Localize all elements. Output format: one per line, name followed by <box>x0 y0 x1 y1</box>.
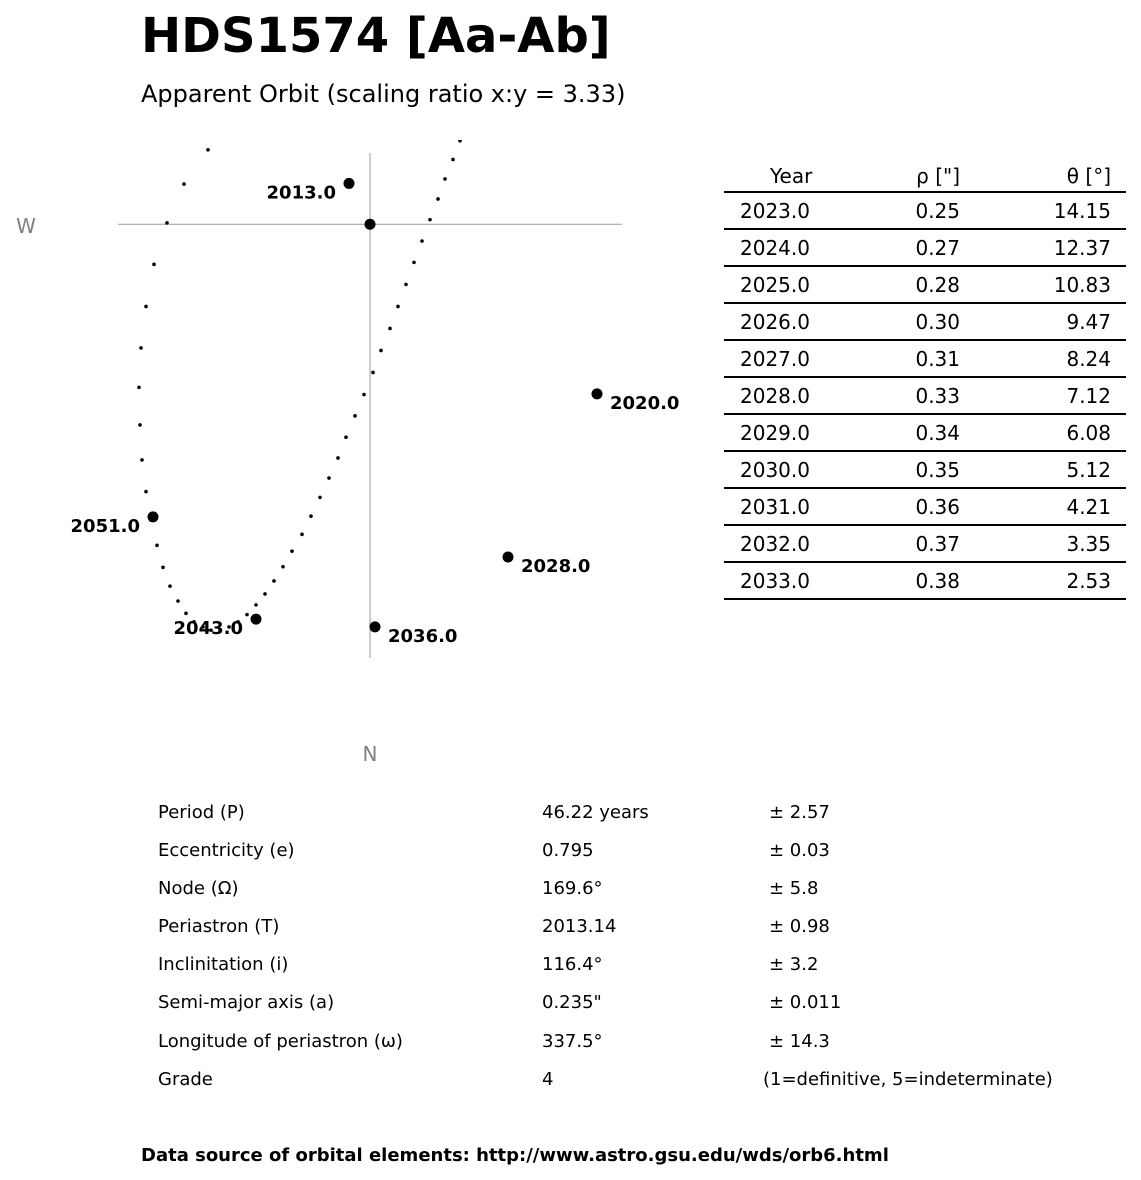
table-row <box>724 378 1126 415</box>
orbit-point <box>144 305 148 309</box>
element-row <box>0 1027 1141 1065</box>
header-rho: ρ ["] <box>916 164 960 188</box>
cell-theta: 7.12 <box>1066 384 1111 408</box>
element-value: 0.235" <box>542 992 602 1014</box>
orbit-dots <box>137 140 584 632</box>
element-value: 0.795 <box>542 840 594 862</box>
epoch-marker <box>503 552 514 563</box>
element-name: Longitude of periastron (ω) <box>158 1030 403 1052</box>
orbit-anchors <box>71 178 680 647</box>
element-value: 116.4° <box>542 954 603 976</box>
orbit-point <box>272 579 276 583</box>
cell-year: 2028.0 <box>740 384 810 408</box>
element-error: ± 0.03 <box>769 840 830 862</box>
element-value: 2013.14 <box>542 916 617 938</box>
table-row <box>724 415 1126 452</box>
cell-year: 2025.0 <box>740 273 810 297</box>
orbit-point <box>144 490 148 494</box>
orbit-point <box>254 603 258 607</box>
orbit-point <box>420 239 424 243</box>
page-title: HDS1574 [Aa-Ab] <box>141 8 611 64</box>
cell-theta: 2.53 <box>1066 569 1111 593</box>
element-error: (1=definitive, 5=indeterminate) <box>763 1068 1053 1090</box>
table-row <box>724 452 1126 489</box>
orbit-point <box>404 283 408 287</box>
epoch-marker <box>148 511 159 522</box>
cell-rho: 0.35 <box>915 458 960 482</box>
table-row <box>724 230 1126 267</box>
element-error: ± 0.98 <box>769 916 830 938</box>
cell-theta: 12.37 <box>1053 236 1111 260</box>
cell-theta: 14.15 <box>1053 199 1111 223</box>
orbit-point <box>379 349 383 353</box>
orbit-point <box>353 414 357 418</box>
epoch-label: 2028.0 <box>521 556 591 577</box>
orbit-point <box>327 476 331 480</box>
orbit-point <box>458 140 462 142</box>
orbit-point <box>362 393 366 397</box>
epoch-marker <box>592 388 603 399</box>
cell-theta: 5.12 <box>1066 458 1111 482</box>
cell-year: 2026.0 <box>740 310 810 334</box>
element-value: 46.22 years <box>542 802 649 823</box>
orbit-point <box>263 592 267 596</box>
table-row <box>724 267 1126 304</box>
epoch-label: 2036.0 <box>388 625 458 647</box>
cell-rho: 0.36 <box>915 495 960 519</box>
west-label: W <box>16 214 36 238</box>
element-row <box>0 836 1141 874</box>
primary-star <box>365 219 376 230</box>
element-row <box>0 912 1141 950</box>
orbit-point <box>182 182 186 186</box>
header-year: Year <box>770 164 813 188</box>
orbit-point <box>443 177 447 181</box>
orbit-point <box>152 263 156 267</box>
cell-theta: 4.21 <box>1066 495 1111 519</box>
orbit-point <box>140 458 144 462</box>
cell-rho: 0.34 <box>915 421 960 445</box>
orbit-point <box>388 327 392 331</box>
orbit-point <box>371 371 375 375</box>
orbit-point <box>396 305 400 309</box>
ephemeris-table <box>724 158 1126 600</box>
epoch-label: 2051.0 <box>70 515 140 537</box>
cell-year: 2024.0 <box>740 236 810 260</box>
element-name: Node (Ω) <box>158 878 239 900</box>
orbit-point <box>290 549 294 553</box>
element-row <box>0 874 1141 912</box>
page-subtitle: Apparent Orbit (scaling ratio x:y = 3.33) <box>141 80 626 108</box>
cell-year: 2030.0 <box>740 458 810 482</box>
cell-theta: 3.35 <box>1066 532 1111 556</box>
orbit-point <box>161 566 165 570</box>
data-source-footer: Data source of orbital elements: http://www.astro.gsu.edu/wds/orb6.html <box>141 1145 889 1166</box>
element-name: Grade <box>158 1068 213 1090</box>
cell-year: 2029.0 <box>740 421 810 445</box>
element-error: ± 14.3 <box>769 1030 830 1052</box>
orbital-elements <box>0 798 1141 1103</box>
cell-year: 2027.0 <box>740 347 810 371</box>
orbit-point <box>176 599 180 603</box>
element-value: 337.5° <box>542 1030 603 1052</box>
orbit-point <box>155 544 159 548</box>
table-row <box>724 563 1126 600</box>
orbit-point <box>206 148 210 152</box>
orbit-point <box>184 612 188 616</box>
orbit-point <box>245 613 249 617</box>
orbit-point <box>336 456 340 460</box>
orbit-point <box>451 158 455 162</box>
cell-year: 2032.0 <box>740 532 810 556</box>
table-row <box>724 489 1126 526</box>
orbit-plot <box>0 140 700 780</box>
north-label: N <box>362 742 378 766</box>
epoch-label: 2043.0 <box>173 618 243 640</box>
cell-rho: 0.28 <box>915 273 960 297</box>
cell-theta: 10.83 <box>1053 273 1111 297</box>
orbit-point <box>318 496 322 500</box>
element-name: Semi-major axis (a) <box>158 992 335 1014</box>
cell-theta: 6.08 <box>1066 421 1111 445</box>
table-row <box>724 304 1126 341</box>
orbit-point <box>300 533 304 537</box>
orbit-point <box>309 514 313 518</box>
epoch-label: 2020.0 <box>610 392 680 414</box>
cell-theta: 9.47 <box>1066 310 1111 334</box>
orbit-point <box>138 423 142 427</box>
orbit-point <box>436 197 440 201</box>
element-error: ± 2.57 <box>769 802 830 823</box>
cell-theta: 8.24 <box>1066 347 1111 371</box>
element-name: Inclinitation (i) <box>158 954 289 976</box>
epoch-label: 2013.0 <box>266 182 336 204</box>
element-value: 169.6° <box>542 878 603 900</box>
table-row <box>724 193 1126 230</box>
epoch-marker <box>370 621 381 632</box>
orbit-point <box>344 435 348 439</box>
element-value: 4 <box>542 1068 554 1090</box>
cell-year: 2033.0 <box>740 569 810 593</box>
table-row <box>724 526 1126 563</box>
orbit-point <box>428 218 432 222</box>
cell-rho: 0.30 <box>915 310 960 334</box>
element-name: Eccentricity (e) <box>158 840 295 862</box>
element-error: ± 0.011 <box>769 992 842 1014</box>
epoch-marker <box>344 178 355 189</box>
cell-rho: 0.37 <box>915 532 960 556</box>
cell-rho: 0.33 <box>915 384 960 408</box>
orbit-point <box>139 346 143 350</box>
element-row <box>0 1065 1141 1103</box>
epoch-marker <box>251 614 262 625</box>
cell-rho: 0.25 <box>915 199 960 223</box>
cell-rho: 0.27 <box>915 236 960 260</box>
cell-rho: 0.38 <box>915 569 960 593</box>
orbit-point <box>165 221 169 225</box>
element-name: Period (P) <box>158 802 245 823</box>
cell-year: 2031.0 <box>740 495 810 519</box>
element-error: ± 5.8 <box>769 878 819 900</box>
element-name: Periastron (T) <box>158 916 280 938</box>
orbit-point <box>281 565 285 569</box>
orbit-point <box>412 261 416 265</box>
orbit-point <box>168 584 172 588</box>
ephemeris-header-row <box>724 158 1126 193</box>
header-theta: θ [°] <box>1066 164 1111 188</box>
orbit-point <box>137 386 141 390</box>
element-row <box>0 798 1141 836</box>
cell-year: 2023.0 <box>740 199 810 223</box>
element-error: ± 3.2 <box>769 954 819 976</box>
element-row <box>0 950 1141 988</box>
cell-rho: 0.31 <box>915 347 960 371</box>
element-row <box>0 988 1141 1026</box>
table-row <box>724 341 1126 378</box>
